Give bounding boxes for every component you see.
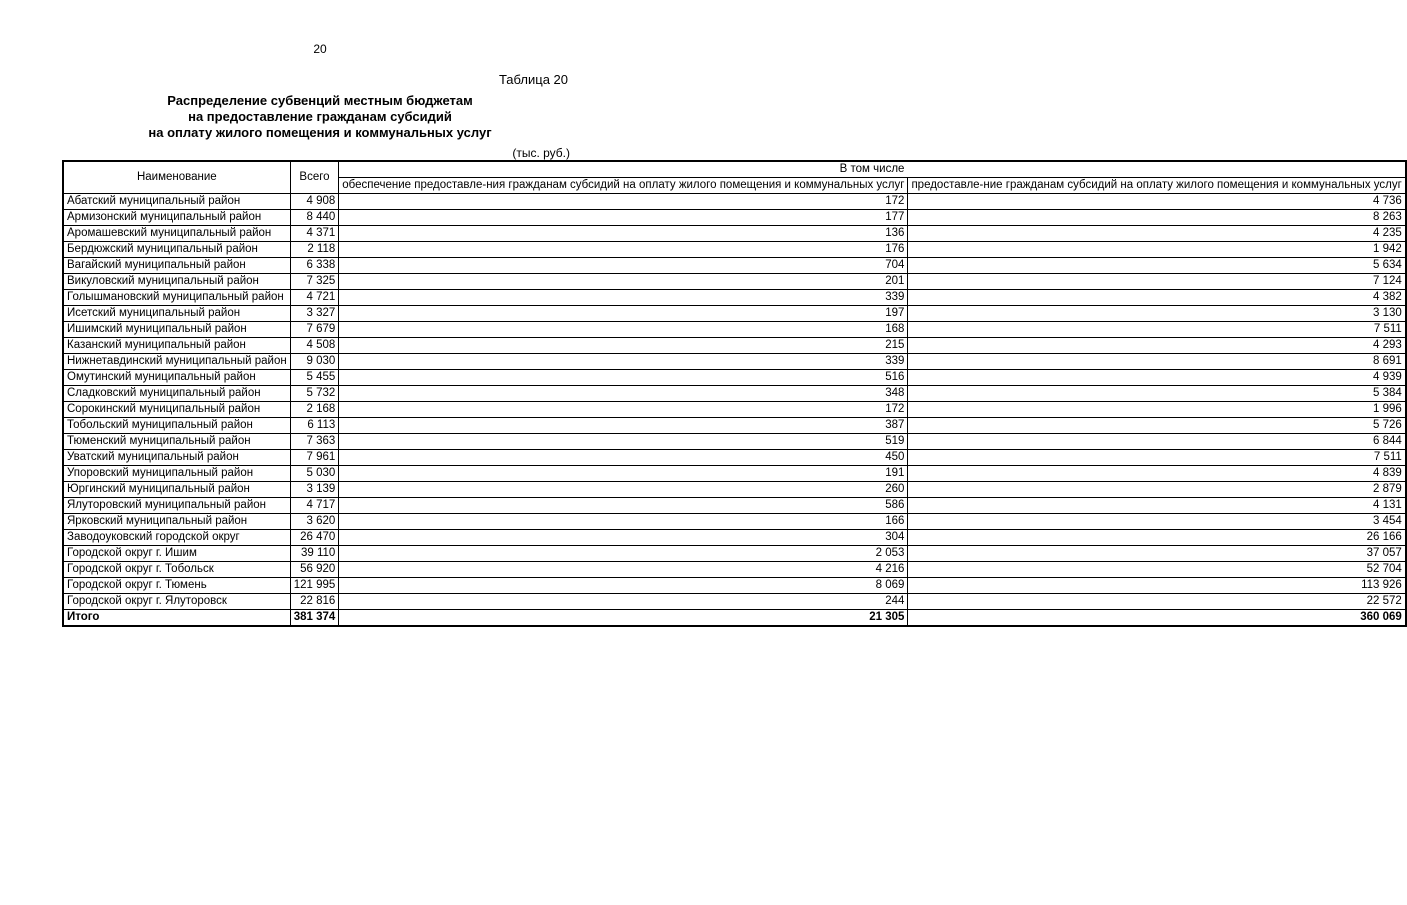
row-grant: 37 057 — [908, 546, 1406, 562]
row-provision: 172 — [339, 194, 908, 210]
row-provision: 244 — [339, 594, 908, 610]
row-name: Вагайский муниципальный район — [63, 258, 290, 274]
table-row — [63, 370, 1406, 386]
row-name: Голышмановский муниципальный район — [63, 290, 290, 306]
units-label: (тыс. руб.) — [512, 146, 570, 160]
title-line: на оплату жилого помещения и коммунальных услуг — [148, 125, 492, 140]
row-name: Аромашевский муниципальный район — [63, 226, 290, 242]
row-provision: 704 — [339, 258, 908, 274]
row-grant: 7 124 — [908, 274, 1406, 290]
header-total: Всего — [290, 161, 339, 194]
row-grant: 4 235 — [908, 226, 1406, 242]
table-row — [63, 258, 1406, 274]
row-total: 7 679 — [290, 322, 339, 338]
row-total: 381 374 — [290, 610, 339, 627]
table-row — [63, 242, 1406, 258]
row-grant: 3 130 — [908, 306, 1406, 322]
table-row — [63, 578, 1406, 594]
document-title — [60, 93, 580, 141]
row-name: Ялуторовский муниципальный район — [63, 498, 290, 514]
row-total: 4 717 — [290, 498, 339, 514]
row-name: Нижнетавдинский муниципальный район — [63, 354, 290, 370]
row-name: Абатский муниципальный район — [63, 194, 290, 210]
row-name: Викуловский муниципальный район — [63, 274, 290, 290]
row-provision: 4 216 — [339, 562, 908, 578]
row-total: 5 455 — [290, 370, 339, 386]
table-row — [63, 450, 1406, 466]
row-grant: 2 879 — [908, 482, 1406, 498]
table-row — [63, 386, 1406, 402]
row-grant: 360 069 — [908, 610, 1406, 627]
table-row — [63, 434, 1406, 450]
row-grant: 4 939 — [908, 370, 1406, 386]
table-row — [63, 594, 1406, 610]
row-provision: 197 — [339, 306, 908, 322]
row-provision: 339 — [339, 290, 908, 306]
row-total: 3 139 — [290, 482, 339, 498]
subsidy-table — [62, 160, 1407, 627]
title-line: Распределение субвенций местным бюджетам — [167, 93, 473, 108]
row-name: Сладковский муниципальный район — [63, 386, 290, 402]
row-total: 3 327 — [290, 306, 339, 322]
header-provision: обеспечение предоставле-ния гражданам субсидий на оплату жилого помещения и коммунальных услуг — [339, 178, 908, 194]
row-provision: 450 — [339, 450, 908, 466]
row-name: Армизонский муниципальный район — [63, 210, 290, 226]
row-total: 121 995 — [290, 578, 339, 594]
row-provision: 339 — [339, 354, 908, 370]
row-provision: 387 — [339, 418, 908, 434]
row-name: Казанский муниципальный район — [63, 338, 290, 354]
row-total: 2 168 — [290, 402, 339, 418]
row-total: 26 470 — [290, 530, 339, 546]
table-row — [63, 482, 1406, 498]
header-including: В том числе — [339, 161, 1406, 178]
row-total: 2 118 — [290, 242, 339, 258]
table-body — [63, 194, 1406, 627]
row-provision: 176 — [339, 242, 908, 258]
row-total: 3 620 — [290, 514, 339, 530]
row-name: Тюменский муниципальный район — [63, 434, 290, 450]
row-total: 4 721 — [290, 290, 339, 306]
table-label: Таблица 20 — [498, 72, 568, 87]
header-grant: предоставле-ние гражданам субсидий на оплату жилого помещения и коммунальных услуг — [908, 178, 1406, 194]
row-provision: 168 — [339, 322, 908, 338]
table-row — [63, 354, 1406, 370]
row-name: Юргинский муниципальный район — [63, 482, 290, 498]
title-line: на предоставление гражданам субсидий — [188, 109, 452, 124]
row-grant: 5 384 — [908, 386, 1406, 402]
row-total: 22 816 — [290, 594, 339, 610]
table-row — [63, 290, 1406, 306]
row-total: 7 961 — [290, 450, 339, 466]
row-provision: 215 — [339, 338, 908, 354]
row-name: Бердюжский муниципальный район — [63, 242, 290, 258]
row-name: Омутинский муниципальный район — [63, 370, 290, 386]
table-row — [63, 226, 1406, 242]
row-grant: 8 263 — [908, 210, 1406, 226]
row-provision: 586 — [339, 498, 908, 514]
row-total: 8 440 — [290, 210, 339, 226]
row-provision: 516 — [339, 370, 908, 386]
table-row — [63, 322, 1406, 338]
total-row — [63, 610, 1406, 627]
row-name: Ишимский муниципальный район — [63, 322, 290, 338]
table-row — [63, 498, 1406, 514]
row-total: 4 371 — [290, 226, 339, 242]
row-name: Тобольский муниципальный район — [63, 418, 290, 434]
header-name: Наименование — [63, 161, 290, 194]
row-grant: 4 839 — [908, 466, 1406, 482]
row-name: Исетский муниципальный район — [63, 306, 290, 322]
row-total: 9 030 — [290, 354, 339, 370]
row-provision: 8 069 — [339, 578, 908, 594]
row-total: 4 508 — [290, 338, 339, 354]
row-total: 5 030 — [290, 466, 339, 482]
row-provision: 201 — [339, 274, 908, 290]
row-provision: 304 — [339, 530, 908, 546]
table-row — [63, 562, 1406, 578]
row-grant: 5 726 — [908, 418, 1406, 434]
table-row — [63, 466, 1406, 482]
row-grant: 6 844 — [908, 434, 1406, 450]
row-grant: 4 131 — [908, 498, 1406, 514]
row-name: Городской округ г. Ялуторовск — [63, 594, 290, 610]
row-grant: 52 704 — [908, 562, 1406, 578]
row-total: 5 732 — [290, 386, 339, 402]
table-row — [63, 530, 1406, 546]
row-total: 4 908 — [290, 194, 339, 210]
row-total: 56 920 — [290, 562, 339, 578]
row-name: Уватский муниципальный район — [63, 450, 290, 466]
row-name: Городской округ г. Тюмень — [63, 578, 290, 594]
table-row — [63, 274, 1406, 290]
row-grant: 26 166 — [908, 530, 1406, 546]
row-provision: 21 305 — [339, 610, 908, 627]
table-row — [63, 306, 1406, 322]
row-provision: 136 — [339, 226, 908, 242]
row-provision: 260 — [339, 482, 908, 498]
row-total: 7 325 — [290, 274, 339, 290]
table-row — [63, 418, 1406, 434]
row-total: 7 363 — [290, 434, 339, 450]
table-row — [63, 546, 1406, 562]
row-grant: 8 691 — [908, 354, 1406, 370]
table-row — [63, 338, 1406, 354]
row-provision: 519 — [339, 434, 908, 450]
row-grant: 5 634 — [908, 258, 1406, 274]
row-total: 39 110 — [290, 546, 339, 562]
row-name: Ярковский муниципальный район — [63, 514, 290, 530]
row-name: Итого — [63, 610, 290, 627]
row-provision: 177 — [339, 210, 908, 226]
row-name: Городской округ г. Тобольск — [63, 562, 290, 578]
row-provision: 191 — [339, 466, 908, 482]
row-grant: 7 511 — [908, 450, 1406, 466]
row-grant: 3 454 — [908, 514, 1406, 530]
row-name: Упоровский муниципальный район — [63, 466, 290, 482]
table-row — [63, 194, 1406, 210]
row-name: Сорокинский муниципальный район — [63, 402, 290, 418]
row-provision: 166 — [339, 514, 908, 530]
row-provision: 348 — [339, 386, 908, 402]
row-grant: 4 736 — [908, 194, 1406, 210]
row-total: 6 113 — [290, 418, 339, 434]
row-grant: 113 926 — [908, 578, 1406, 594]
row-grant: 7 511 — [908, 322, 1406, 338]
row-grant: 22 572 — [908, 594, 1406, 610]
row-name: Заводоуковский городской округ — [63, 530, 290, 546]
table-row — [63, 402, 1406, 418]
table-row — [63, 210, 1406, 226]
table-row — [63, 514, 1406, 530]
row-grant: 1 996 — [908, 402, 1406, 418]
row-name: Городской округ г. Ишим — [63, 546, 290, 562]
row-grant: 1 942 — [908, 242, 1406, 258]
row-total: 6 338 — [290, 258, 339, 274]
row-grant: 4 382 — [908, 290, 1406, 306]
row-provision: 2 053 — [339, 546, 908, 562]
page-number: 20 — [313, 42, 327, 56]
row-provision: 172 — [339, 402, 908, 418]
row-grant: 4 293 — [908, 338, 1406, 354]
